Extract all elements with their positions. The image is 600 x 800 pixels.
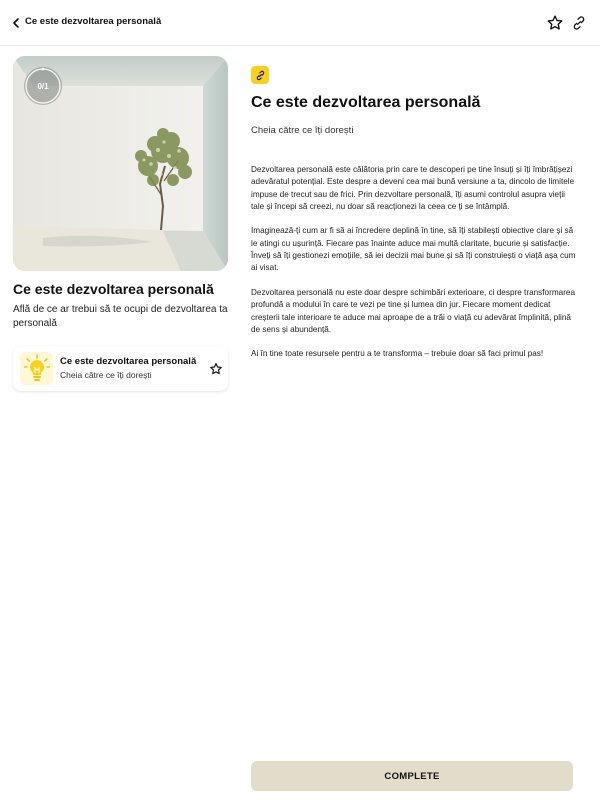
back-button[interactable] xyxy=(8,14,24,32)
share-link-button[interactable] xyxy=(571,15,587,31)
article-paragraph: Dezvoltarea personală nu este doar despre schimbări exterioare, ci despre transformarea profundă a modului în care te vezi pe tine și lumea din jur. Fiecare moment dedicat creșterii tale interioare te aduce mai aproape de a trăi o viață cu adevărat împlinită, plină de sens și abundență. xyxy=(251,287,576,334)
article-title: Ce este dezvoltarea personală xyxy=(251,94,481,111)
link-icon xyxy=(571,15,587,31)
lesson-cover-image xyxy=(13,56,228,271)
card-icon-container xyxy=(20,352,53,385)
complete-button[interactable]: COMPLETE xyxy=(251,761,573,791)
lesson-subtitle: Află de ce ar trebui să te ocupi de dezvoltarea ta personală xyxy=(13,304,228,329)
article-body xyxy=(251,164,576,373)
card-favorite-button[interactable] xyxy=(209,362,223,376)
top-bar xyxy=(0,0,600,46)
article-paragraph: Ai în tine toate resursele pentru a te transforma – trebuie doar să faci primul pas! xyxy=(251,349,544,359)
link-icon xyxy=(255,70,266,81)
star-outline-icon xyxy=(209,362,223,376)
article-paragraph: Imaginează-ți cum ar fi să ai încredere deplină în tine, să îți stabilești obiective clare și să le atingi cu ușurință. Fiecare pas înainte aduce mai multă claritate, bucurie și satisfacție. Înveți să îți gestionezi emoțiile, să iei decizii mai bune și să îți construiești o viață așa cum ai visat. xyxy=(251,226,576,273)
article-subtitle: Cheia către ce îți dorești xyxy=(251,125,354,136)
page-title: Ce este dezvoltarea personală xyxy=(25,16,162,27)
lightbulb-icon xyxy=(24,354,50,384)
article-link-button[interactable] xyxy=(251,66,269,84)
star-outline-icon xyxy=(546,14,564,32)
card-title: Ce este dezvoltarea personală xyxy=(60,356,197,367)
progress-label: 0/1 xyxy=(37,81,49,91)
chevron-left-icon xyxy=(12,18,20,28)
card-subtitle: Cheia către ce îți dorești xyxy=(60,370,152,380)
favorite-button[interactable] xyxy=(546,14,564,32)
lesson-card[interactable] xyxy=(13,346,228,391)
lesson-title: Ce este dezvoltarea personală xyxy=(13,281,214,297)
article-paragraph: Dezvoltarea personală este călătoria prin care te descoperi pe tine însuți și îți îmbrățișezi adevăratul potențial. Este despre a deveni cea mai bună versiune a ta, dincolo de limitele impuse de trecut sau de frici. Prin dezvoltare personală, îți asumi controlul asupra vieții tale și începi să creezi, nu doar să reacționezi la ceea ce ți se întâmplă. xyxy=(251,165,575,211)
